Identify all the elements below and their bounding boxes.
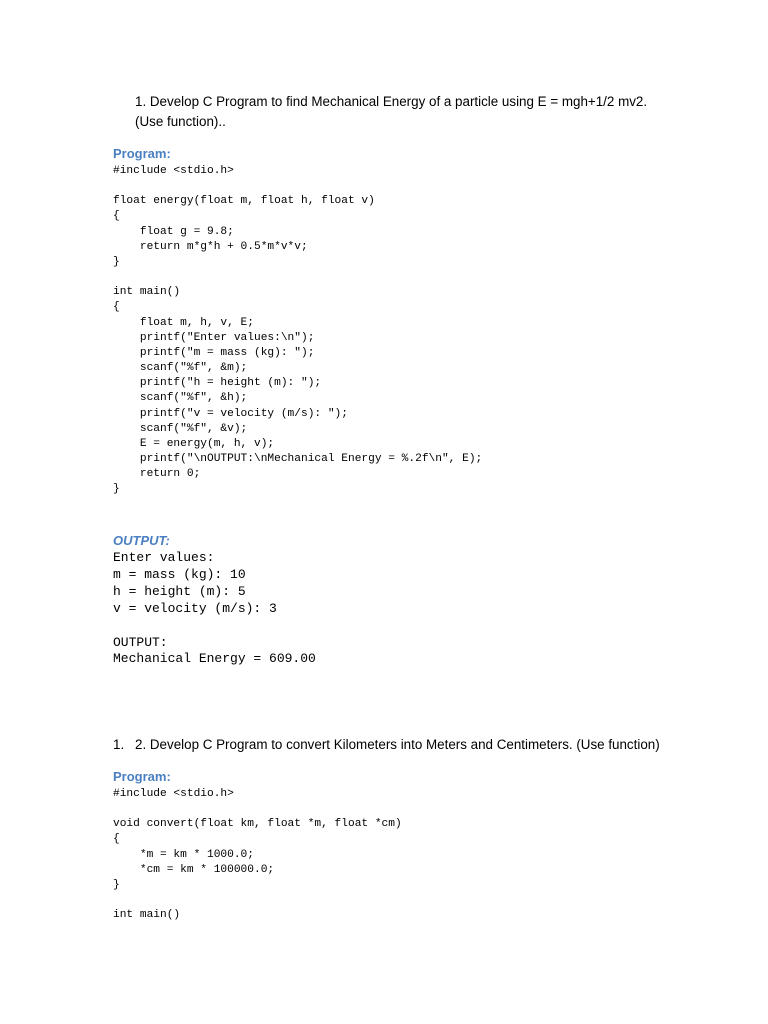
program-1-code: #include <stdio.h> float energy(float m, float h, float v) { float g = 9.8; return m*g*h + 0.5*m*v*v; } int main() { float m, h, v, E; printf("Enter values:\n"); printf("m = mass (kg): "); scanf("%f", &m); printf("h = height (m): "); scanf("%f", &h); printf("v = velocity (m/s): "); scanf("%f", &v); E = energy(m, h, v); printf("\nOUTPUT:\nMechanical Energy = %.2f\n", E); return 0; } (113, 165, 483, 496)
program-1-label: Program: (113, 146, 171, 161)
program-2-label: Program: (113, 769, 171, 784)
program-2-code: #include <stdio.h> void convert(float km, float *m, float *cm) { *m = km * 1000.0; *cm = km * 100000.0; } int main() (113, 788, 402, 922)
output-1-label: OUTPUT: (113, 533, 170, 548)
question-1-text: 1. Develop C Program to find Mechanical Energy of a particle using E = mgh+1/2 mv2. (Use function).. (135, 94, 648, 129)
question-2-heading (113, 735, 660, 755)
question-1-heading (113, 92, 653, 132)
question-2-list-number: 1. (113, 737, 125, 752)
question-2-text: 2. Develop C Program to convert Kilometers into Meters and Centimeters. (Use function) (135, 737, 660, 752)
output-1-text: Enter values: m = mass (kg): 10 h = height (m): 5 v = velocity (m/s): 3 OUTPUT: Mechanical Energy = 609.00 (113, 550, 316, 667)
